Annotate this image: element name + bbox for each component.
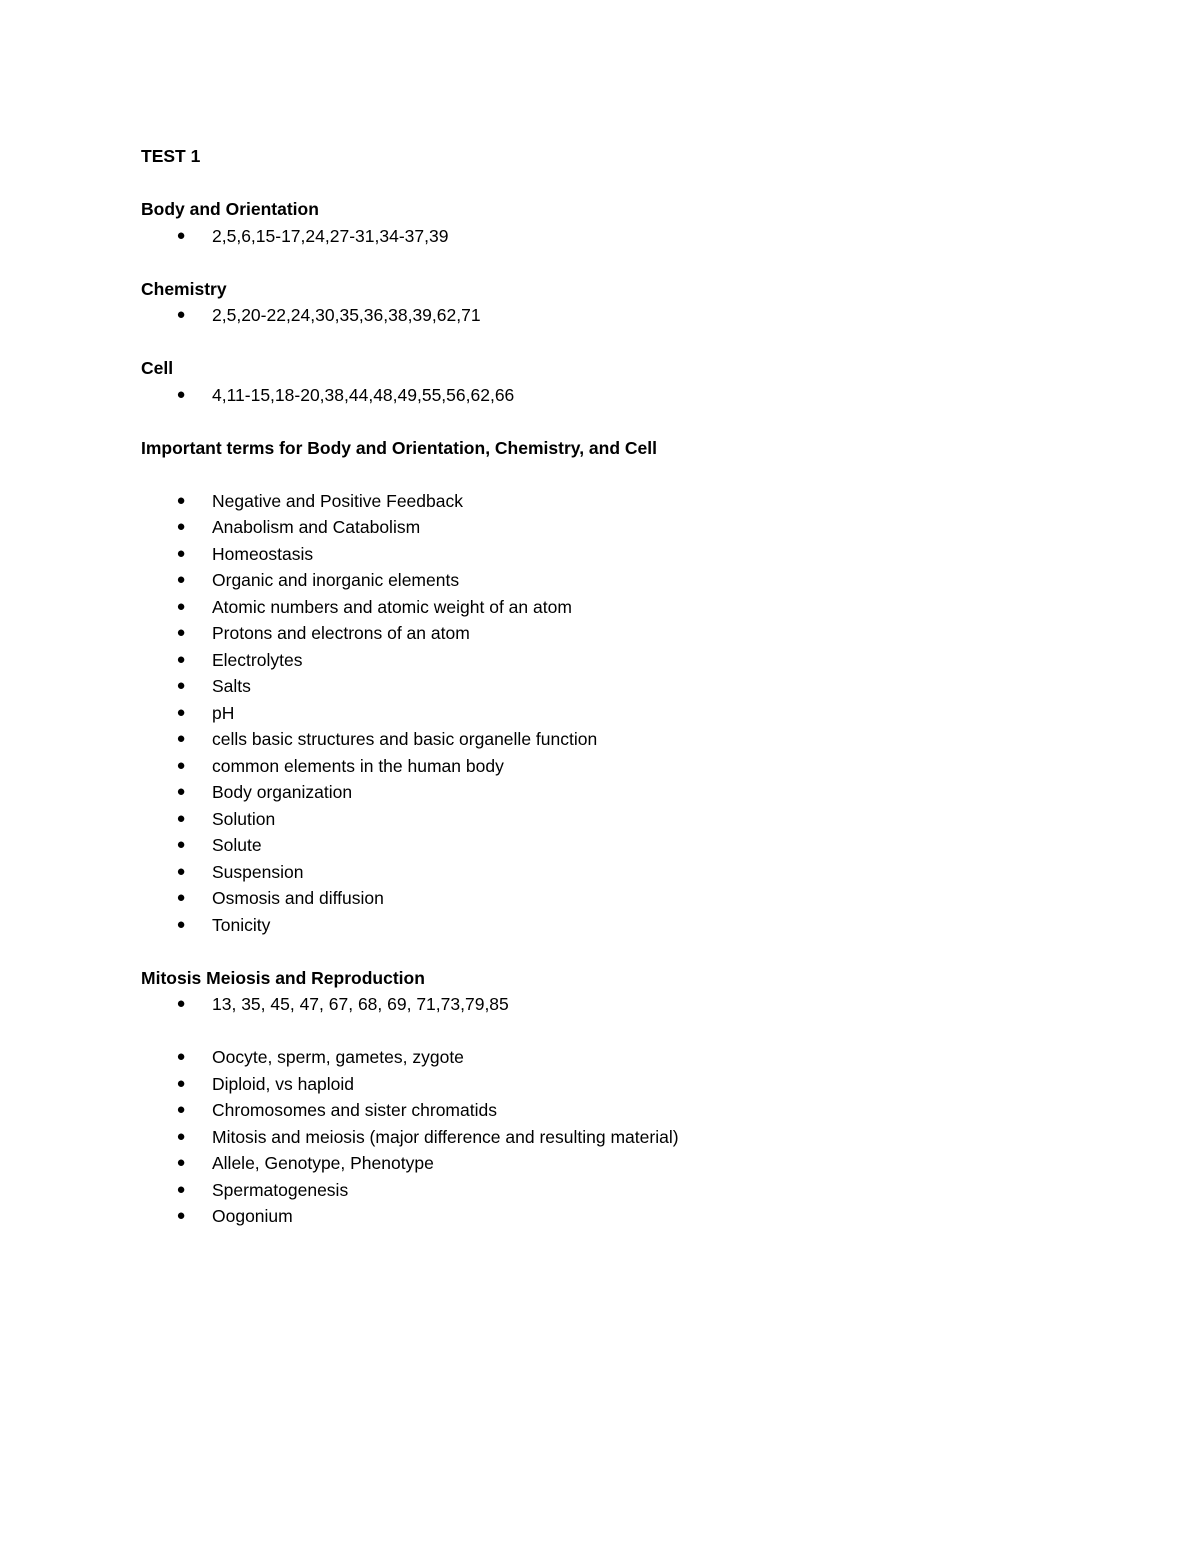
bullet-icon: ● <box>176 756 186 774</box>
bullet-icon: ● <box>176 226 186 244</box>
section-heading-chemistry: Chemistry <box>141 278 227 299</box>
list-item-text: Spermatogenesis <box>212 1179 349 1200</box>
list-item-text: 4,11-15,18-20,38,44,48,49,55,56,62,66 <box>212 384 515 405</box>
important-terms-list <box>141 488 1041 939</box>
bullet-icon: ● <box>176 1180 186 1198</box>
list-item <box>141 912 1041 939</box>
mitosis-terms-list <box>141 1044 1041 1230</box>
list-item <box>141 541 1041 568</box>
document-title: TEST 1 <box>141 146 201 166</box>
list-item <box>141 832 1041 859</box>
bullet-icon: ● <box>176 306 186 323</box>
list-item <box>141 700 1041 727</box>
list-item-text: 13, 35, 45, 47, 67, 68, 69, 71,73,79,85 <box>212 994 509 1014</box>
list-item-text: Osmosis and diffusion <box>212 888 384 908</box>
list-item <box>141 779 1041 806</box>
section-heading-important-terms: Important terms for Body and Orientation, Chemistry, and Cell <box>141 437 657 458</box>
list-item-text: Suspension <box>212 861 304 882</box>
bullet-icon: ● <box>176 650 186 668</box>
list-item <box>141 1097 1041 1124</box>
mitosis-question-list <box>141 991 1041 1018</box>
bullet-icon: ● <box>176 809 186 827</box>
list-item <box>141 1177 1041 1204</box>
chemistry-list <box>141 302 1041 329</box>
list-item <box>141 1203 1041 1230</box>
list-item-text: Anabolism and Catabolism <box>212 517 421 537</box>
list-item <box>141 1124 1041 1151</box>
list-item-text: common elements in the human body <box>212 755 504 776</box>
bullet-icon: ● <box>176 836 186 853</box>
list-item-text: Atomic numbers and atomic weight of an atom <box>212 596 572 617</box>
bullet-icon: ● <box>176 385 186 403</box>
list-item <box>141 1071 1041 1098</box>
list-item-text: Allele, Genotype, Phenotype <box>212 1153 434 1173</box>
bullet-icon: ● <box>176 862 186 880</box>
bullet-icon: ● <box>176 597 186 615</box>
bullet-icon: ● <box>176 995 186 1012</box>
bullet-icon: ● <box>176 730 186 747</box>
bullet-icon: ● <box>176 677 186 694</box>
list-item-text: Protons and electrons of an atom <box>212 623 470 643</box>
list-item-text: Homeostasis <box>212 543 314 564</box>
list-item-text: pH <box>212 702 235 723</box>
list-item-text: Negative and Positive Feedback <box>212 490 463 511</box>
list-item-text: Body organization <box>212 782 353 802</box>
list-item-text: Organic and inorganic elements <box>212 570 460 590</box>
list-item <box>141 620 1041 647</box>
bullet-icon: ● <box>176 1127 186 1145</box>
list-item <box>141 859 1041 886</box>
bullet-icon: ● <box>176 518 186 535</box>
list-item <box>141 514 1041 541</box>
bullet-icon: ● <box>176 1207 186 1224</box>
list-item <box>141 647 1041 674</box>
bullet-icon: ● <box>176 571 186 588</box>
list-item-text: Salts <box>212 676 251 696</box>
list-item <box>141 806 1041 833</box>
bullet-icon: ● <box>176 915 186 933</box>
section-heading-cell: Cell <box>141 358 174 378</box>
list-item-text: 2,5,20-22,24,30,35,36,38,39,62,71 <box>212 305 481 325</box>
section-heading-mitosis: Mitosis Meiosis and Reproduction <box>141 967 425 988</box>
list-item <box>141 1044 1041 1071</box>
bullet-icon: ● <box>176 1154 186 1171</box>
bullet-icon: ● <box>176 783 186 800</box>
list-item-text: 2,5,6,15-17,24,27-31,34-37,39 <box>212 225 449 246</box>
bullet-icon: ● <box>176 703 186 721</box>
list-item-text: Diploid, vs haploid <box>212 1073 355 1094</box>
list-item-text: Oocyte, sperm, gametes, zygote <box>212 1047 464 1067</box>
list-item <box>141 488 1041 515</box>
list-item <box>141 726 1041 753</box>
list-item-text: Oogonium <box>212 1206 293 1226</box>
bullet-icon: ● <box>176 491 186 509</box>
list-item-text: Electrolytes <box>212 649 303 670</box>
list-item-text: cells basic structures and basic organelle function <box>212 729 598 749</box>
bullet-icon: ● <box>176 1101 186 1118</box>
list-item-text: Tonicity <box>212 914 271 935</box>
section-heading-body-orientation: Body and Orientation <box>141 199 319 219</box>
list-item-text: Solution <box>212 808 276 829</box>
body-orientation-list <box>141 223 1041 250</box>
document-page <box>141 143 1041 1230</box>
list-item <box>141 673 1041 700</box>
bullet-icon: ● <box>176 1074 186 1092</box>
bullet-icon: ● <box>176 889 186 906</box>
bullet-icon: ● <box>176 624 186 641</box>
list-item-text: Chromosomes and sister chromatids <box>212 1100 497 1120</box>
list-item <box>141 1150 1041 1177</box>
list-item-text: Mitosis and meiosis (major difference and resulting material) <box>212 1126 679 1147</box>
list-item <box>141 567 1041 594</box>
bullet-icon: ● <box>176 1048 186 1065</box>
bullet-icon: ● <box>176 544 186 562</box>
list-item-text: Solute <box>212 835 262 855</box>
list-item <box>141 991 1041 1018</box>
list-item <box>141 753 1041 780</box>
list-item <box>141 382 1041 409</box>
list-item <box>141 885 1041 912</box>
list-item <box>141 594 1041 621</box>
list-item <box>141 223 1041 250</box>
list-item <box>141 302 1041 329</box>
cell-list <box>141 382 1041 409</box>
